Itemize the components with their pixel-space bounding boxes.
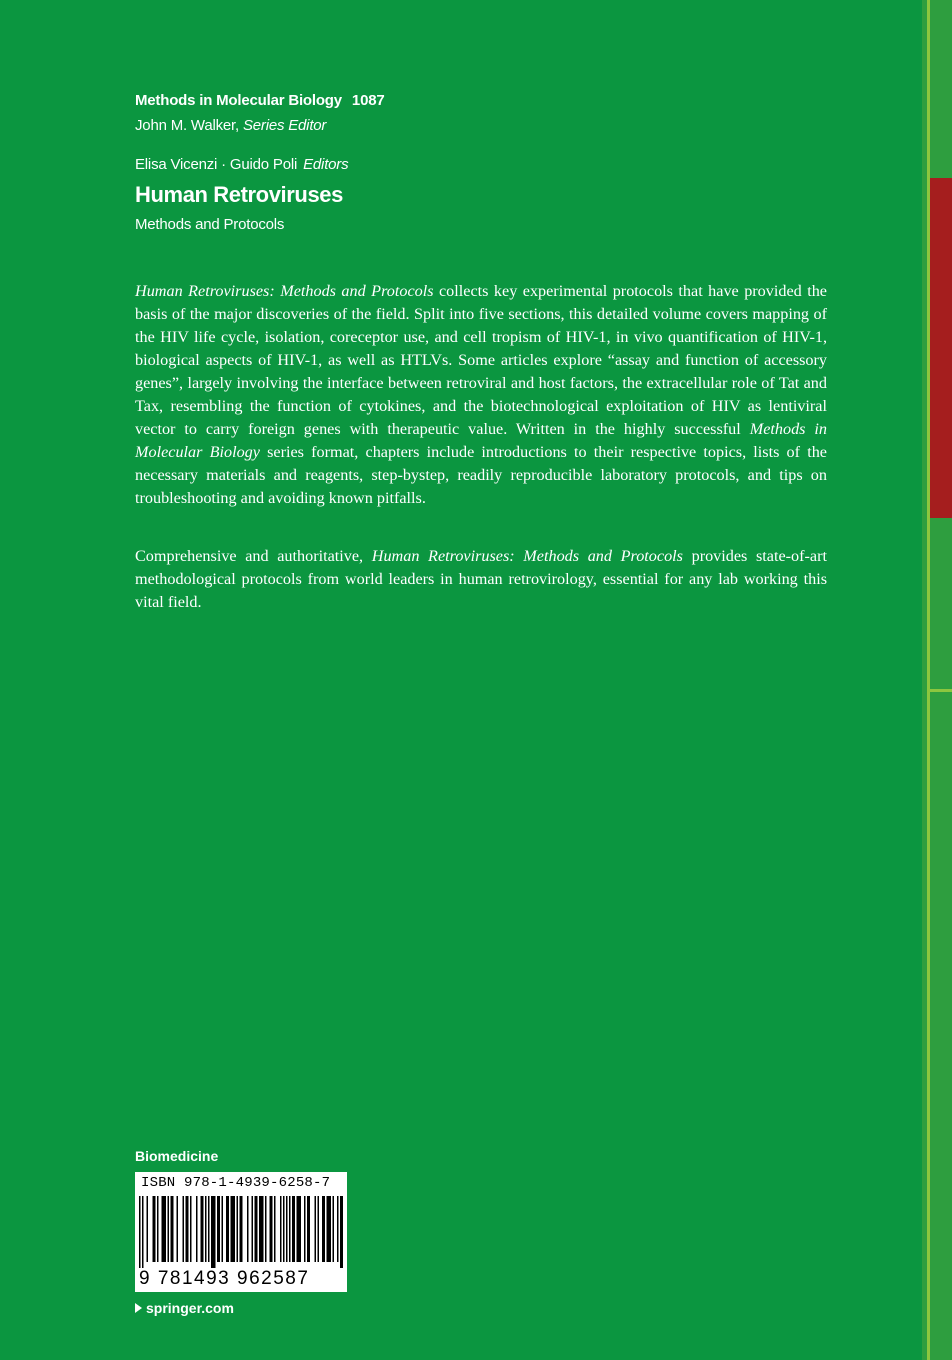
barcode-digits: 9 781493 962587: [139, 1268, 310, 1289]
barcode-bar: [255, 1196, 258, 1262]
barcode-bar: [237, 1196, 239, 1262]
editor-role: Editors: [303, 156, 349, 173]
barcode-bar: [289, 1196, 291, 1262]
barcode-bar: [190, 1196, 192, 1262]
barcode-bar: [318, 1196, 320, 1262]
spine-tick: [930, 689, 952, 692]
book-subtitle: Methods and Protocols: [135, 216, 285, 233]
barcode-bar: [274, 1196, 276, 1262]
barcode-bar: [162, 1196, 167, 1262]
barcode-bar: [304, 1196, 306, 1262]
book-title: Human Retroviruses: [135, 182, 343, 207]
series-editor: [135, 117, 326, 134]
barcode-bar: [157, 1196, 159, 1262]
barcode-bar: [211, 1196, 216, 1268]
barcode-bar: [259, 1196, 264, 1262]
barcode-bar: [327, 1196, 332, 1262]
editor-names: Elisa Vicenzi · Guido Poli: [135, 156, 298, 173]
barcode-bar: [270, 1196, 273, 1262]
publisher-url: springer.com: [146, 1300, 234, 1316]
barcode-bar: [153, 1196, 156, 1262]
series-editor-name: John M. Walker,: [135, 117, 243, 134]
barcode-bar: [217, 1196, 220, 1262]
book-editors: [135, 156, 348, 173]
desc2-title-italic: Human Retroviruses: Methods and Protocols: [371, 547, 683, 565]
barcode-bar: [177, 1196, 179, 1262]
desc-title-italic: Human Retroviruses: Methods and Protocols: [135, 282, 434, 300]
barcode-bar: [226, 1196, 229, 1262]
barcode-bar: [337, 1196, 339, 1262]
barcode-bar: [205, 1196, 207, 1262]
barcode-bar: [231, 1196, 236, 1262]
barcode-bar: [280, 1196, 282, 1262]
barcode-bar: [340, 1196, 343, 1268]
desc2-text-1: Comprehensive and authoritative,: [135, 547, 372, 565]
series-volume: 1087: [351, 92, 385, 109]
isbn-label: ISBN 978-1-4939-6258-7: [141, 1175, 331, 1191]
barcode-bar: [142, 1196, 144, 1268]
subject-label: Biomedicine: [135, 1148, 219, 1164]
barcode-bar: [222, 1196, 224, 1262]
barcode-bar: [333, 1196, 335, 1262]
barcode-bar: [315, 1196, 317, 1262]
barcode-bar: [307, 1196, 310, 1262]
barcode-bar: [183, 1196, 185, 1262]
arrow-right-icon: [135, 1303, 142, 1313]
series-name: Methods in Molecular Biology: [135, 92, 342, 109]
barcode-bar: [208, 1196, 210, 1262]
desc-text-1: collects key experimental protocols that have provided the basis of the major discoveries of the field. Split into five sections, this detailed volume covers mapping of the HIV life cycle, isolation, coreceptor use, and cell tropism of HIV-1, in vivo quantification of HIV-1, biological aspects of HIV-1, as well as HTLVs. Some articles explore “assay and function of accessory genes”, largely involving the interface between retroviral and host factors, the extracellular role of Tat and Tax, resembling the function of cytokines, and the biotechnological exploitation of HIV as lentiviral vector to carry foreign genes with therapeutic value. Written in the highly successful: [135, 282, 827, 438]
barcode-bar: [297, 1196, 302, 1262]
description-paragraph-2: [135, 545, 827, 614]
barcode-bar: [265, 1196, 267, 1262]
barcode-bar: [139, 1196, 141, 1268]
isbn-barcode: [135, 1172, 347, 1292]
barcode-bar: [247, 1196, 249, 1262]
barcode-bar: [201, 1196, 204, 1262]
desc-text-2: series format, chapters include introductions to their respective topics, lists of the necessary materials and reagents, step-bystep, readily reproducible laboratory protocols, and tips on troubleshooting and avoiding known pitfalls.: [135, 443, 827, 507]
barcode-bar: [286, 1196, 288, 1262]
series-editor-role: Series Editor: [242, 117, 327, 134]
desc-series-italic: Methods in Molecular Biology: [135, 420, 828, 461]
barcode-bar: [322, 1196, 325, 1262]
desc2-text-2: provides state-of-art methodological protocols from world leaders in human retrovirology, essential for any lab working this vital field.: [135, 547, 827, 611]
barcode-bar: [252, 1196, 254, 1262]
barcode-bar: [283, 1196, 285, 1262]
description-paragraph-1: [135, 280, 827, 510]
barcode-bar: [186, 1196, 189, 1262]
barcode-bar: [240, 1196, 243, 1262]
barcode-bar: [292, 1196, 295, 1262]
barcode-bars: [139, 1196, 343, 1268]
barcode-bar: [147, 1196, 149, 1262]
barcode-bar: [196, 1196, 198, 1262]
barcode-bar: [168, 1196, 170, 1262]
publisher-link[interactable]: [135, 1300, 234, 1316]
spine-red-block: [930, 178, 952, 518]
barcode-bar: [171, 1196, 174, 1262]
series-heading: [135, 92, 385, 109]
